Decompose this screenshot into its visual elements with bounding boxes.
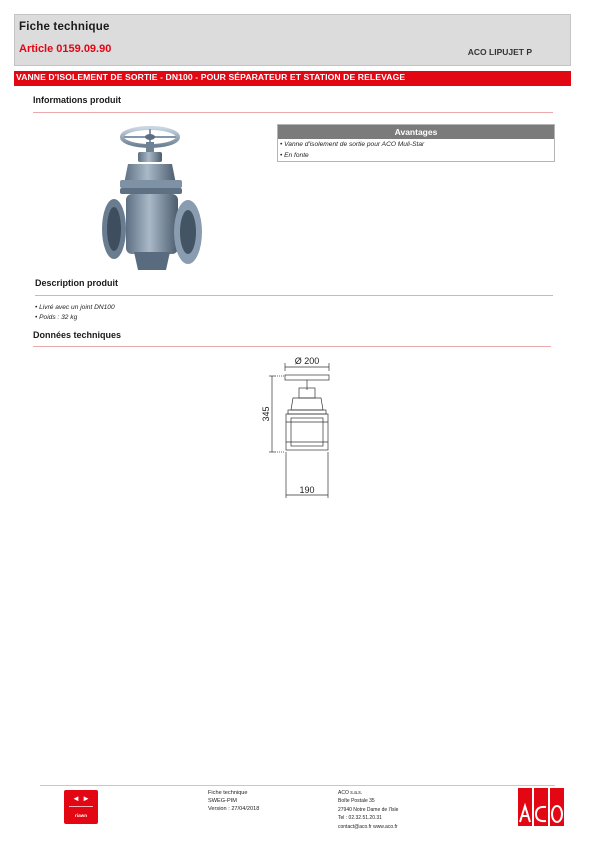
product-line: ACO LIPUJET P	[467, 47, 532, 57]
footer-company-line: Boîte Postale 35	[338, 798, 375, 805]
section-title-info: Informations produit	[33, 95, 121, 105]
document-title: Fiche technique	[19, 21, 110, 33]
advantage-item: • En fonte	[280, 152, 309, 159]
footer-company-line: Tel : 02.32.51.20.31	[338, 815, 382, 822]
footer-doc-line: Fiche technique	[208, 790, 248, 796]
advantages-box	[277, 124, 555, 162]
description-item: • Livré avec un joint DN100	[35, 304, 115, 311]
advantages-title: Avantages	[278, 125, 554, 139]
product-banner	[14, 71, 571, 86]
section-rule	[33, 112, 553, 113]
footer-doc-line: Version : 27/04/2018	[208, 806, 260, 813]
header-box	[14, 14, 571, 66]
section-rule	[33, 346, 551, 347]
footer-doc-line: SWEG-PIM	[208, 798, 237, 805]
arrows-icon: ◄ ►	[71, 794, 91, 803]
dimension-drawing	[255, 352, 365, 504]
footer-doc-info	[208, 789, 259, 814]
section-title-technical: Données techniques	[33, 330, 122, 340]
valve-image	[100, 124, 205, 274]
description-item: • Poids : 32 kg	[35, 314, 78, 321]
advantage-item: • Vanne d'isolement de sortie pour ACO Muli-Star	[280, 141, 425, 148]
width-label: 190	[299, 485, 315, 495]
footer-company-line: contact@aco.fr www.aco.fr	[338, 823, 398, 830]
footer-company-line: ACO s.a.s.	[338, 790, 363, 796]
article-number: Article 0159.09.90	[19, 43, 112, 55]
banner-text: VANNE D'ISOLEMENT DE SORTIE - DN100 - POUR SÉPARATEUR ET STATION DE RELEVAGE	[16, 72, 406, 82]
footer-company-info	[338, 789, 398, 831]
section-rule	[35, 295, 553, 296]
footer-company-line: 27940 Notre Dame de l'Isle	[338, 806, 399, 813]
height-label: 345	[261, 406, 271, 422]
aco-logo	[516, 788, 566, 826]
diameter-label: Ø 200	[294, 356, 320, 366]
left-logo-text: riawn	[75, 813, 87, 818]
brand-logo-left	[64, 790, 98, 824]
footer-rule	[40, 785, 555, 786]
section-title-description: Description produit	[35, 278, 118, 288]
